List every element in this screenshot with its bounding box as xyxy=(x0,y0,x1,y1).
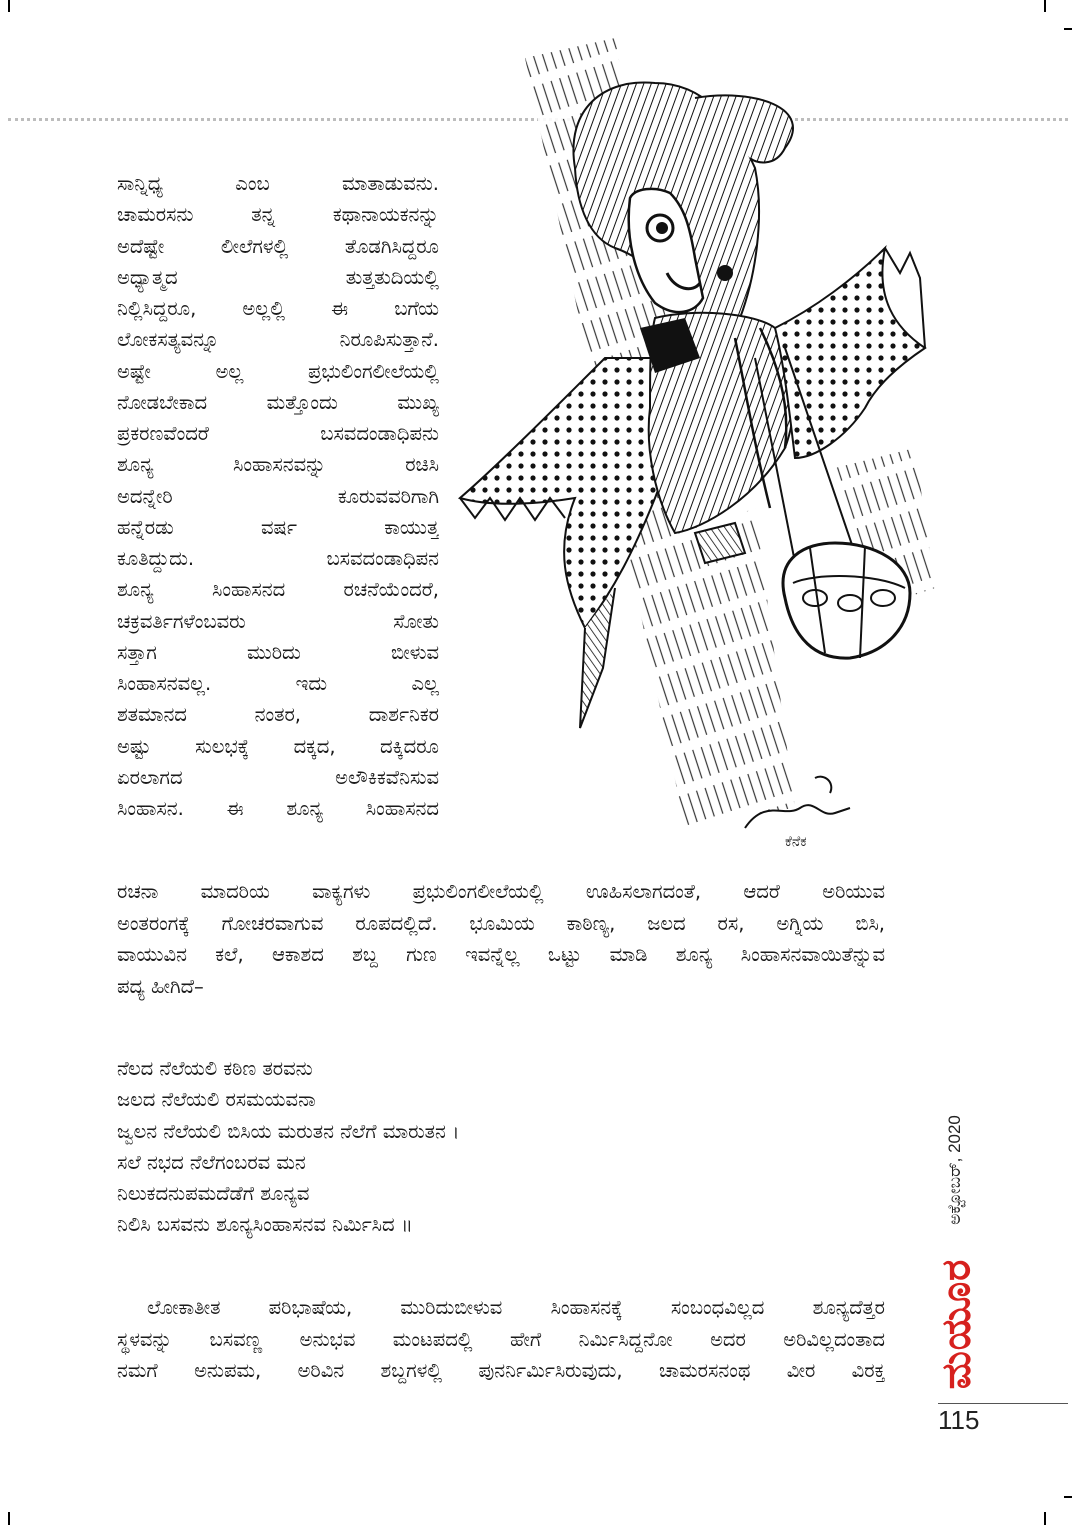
figure-illustration xyxy=(455,28,955,853)
crop-mark-bottom-right xyxy=(1044,1512,1046,1525)
column-paragraph xyxy=(117,168,439,824)
crop-mark-top-left xyxy=(8,0,10,12)
verse-line: ನಿಲಿಸಿ ಬಸವನು ಶೂನ್ಯಸಿಂಹಾಸನವ ನಿರ್ಮಿಸಿದ ॥ xyxy=(117,1213,413,1237)
full-text-line: ಪದ್ಯ ಹೀಗಿದೆ– xyxy=(117,974,204,998)
column-text-line: ಸಿಂಹಾಸನವಲ್ಲ. ಇದು ಎಲ್ಲ xyxy=(117,672,439,695)
issue-date xyxy=(935,1080,975,1260)
verse-line: ನೆಲದ ನೆಲೆಯಲಿ ಕಠಿಣ ತರವನು xyxy=(117,1057,313,1080)
column-text-line: ಅದನ್ನೇರಿ ಕೂರುವವರಿಗಾಗಿ xyxy=(117,484,439,508)
column-text-line: ಲೋಕಸತ್ಯವನ್ನೂ ನಿರೂಪಿಸುತ್ತಾನೆ. xyxy=(117,328,439,352)
column-text-line: ಚಾಮರಸನು ತನ್ನ ಕಥಾನಾಯಕನನ್ನು xyxy=(117,203,439,227)
second-paragraph-line: ಲೋಕಾತೀತ ಪರಿಭಾಷೆಯ, ಮುರಿದುಬೀಳುವ ಸಿಂಹಾಸನಕ್ಕೆ ಸಂಬಂಧವಿಲ್ಲದ ಶೂನ್ಯದೆತ್ತರ xyxy=(147,1296,885,1319)
column-text-line: ನಿಲ್ಲಿಸಿದ್ದರೂ, ಅಲ್ಲಲ್ಲಿ ಈ ಬಗೆಯ xyxy=(117,297,439,320)
column-text-line: ಅಧ್ಯಾತ್ಮದ ತುತ್ತತುದಿಯಲ್ಲಿ xyxy=(117,265,439,289)
issue-date-text: ಅಕ್ಟೋಬರ್, 2020 xyxy=(945,1115,964,1225)
full-text-line: ಅಂತರಂಗಕ್ಕೆ ಗೋಚರವಾಗುವ ರೂಪದಲ್ಲಿದೆ. ಭೂಮಿಯ ಕಾಠಿಣ್ಯ, ಜಲದ ರಸ, ಅಗ್ನಿಯ ಬಿಸಿ, xyxy=(117,911,885,935)
full-text-line: ರಚನಾ ಮಾದರಿಯ ವಾಕ್ಯಗಳು ಪ್ರಭುಲಿಂಗಲೀಲೆಯಲ್ಲಿ ಊಹಿಸಲಾಗದಂತೆ, ಆದರೆ ಅರಿಯುವ xyxy=(117,880,885,903)
column-text-line: ಪ್ರಕರಣವೆಂದರೆ ಬಸವದಂಡಾಧಿಪನು xyxy=(117,422,439,445)
second-paragraph-line: ಸ್ಥಳವನ್ನು ಬಸವಣ್ಣ ಅನುಭವ ಮಂಟಪದಲ್ಲಿ ಹೇಗೆ ನಿರ್ಮಿಸಿದ್ದನೋ ಅದರ ಅರಿವಿಲ್ಲದಂತಾದ xyxy=(117,1327,885,1351)
crop-mark-right-bottom xyxy=(1064,1496,1072,1498)
page-number: 115 xyxy=(938,1405,980,1435)
page-number-rule xyxy=(938,1403,1068,1404)
column-text-line: ಹನ್ನೆರಡು ವರ್ಷ ಕಾಯುತ್ತ xyxy=(117,515,439,539)
crop-mark-top-right xyxy=(1044,0,1046,12)
column-text-line: ಅಷ್ಟು ಸುಲಭಕ್ಕೆ ದಕ್ಕದ, ದಕ್ಕಿದರೂ xyxy=(117,734,439,758)
column-text-line: ಶತಮಾನದ ನಂತರ, ದಾರ್ಶನಿಕರ xyxy=(117,703,439,727)
second-paragraph xyxy=(117,1292,885,1387)
column-text-line: ಸಿಂಹಾಸನ. ಈ ಶೂನ್ಯ ಸಿಂಹಾಸನದ xyxy=(117,797,439,820)
crop-mark-bottom-left xyxy=(8,1512,10,1525)
column-text-line: ಚಕ್ರವರ್ತಿಗಳೆಂಬವರು ಸೋತು xyxy=(117,609,439,633)
verse-line: ನಿಲುಕದನುಪಮದೆಡೆಗೆ ಶೂನ್ಯವ xyxy=(117,1182,310,1206)
illustration-signature: ಕೆನೆಕ xyxy=(785,834,807,850)
column-text-line: ಅದೆಷ್ಟೇ ಲೀಲೆಗಳಲ್ಲಿ ತೊಡಗಿಸಿದ್ದರೂ xyxy=(117,234,439,258)
magazine-logo-text: ಮಯೂರ xyxy=(933,1258,979,1390)
column-text-line: ಏರಲಾಗದ ಅಲೌಕಿಕವೆನಿಸುವ xyxy=(117,765,439,789)
verse-line: ಜಲದ ನೆಲೆಯಲಿ ರಸಮಯವನಾ xyxy=(117,1088,316,1112)
second-paragraph-line: ನಮಗೆ ಅನುಪಮ, ಅರಿವಿನ ಶಬ್ದಗಳಲ್ಲಿ ಪುನರ್ನಿರ್ಮಿಸಿರುವುದು, ಚಾಮರಸನಂಥ ವೀರ ವಿರಕ್ತ xyxy=(117,1359,885,1382)
verse-line: ಸಲೆ ನಭದ ನೆಲೆಗಂಬರವ ಮನ xyxy=(117,1150,306,1174)
column-text-line: ಶೂನ್ಯ ಸಿಂಹಾಸನವನ್ನು ರಚಿಸಿ xyxy=(117,453,439,477)
verse-block xyxy=(117,1053,817,1241)
full-text-line: ವಾಯುವಿನ ಕಲೆ, ಆಕಾಶದ ಶಬ್ದ ಗುಣ ಇವನ್ನೆಲ್ಲ ಒಟ್ಟು ಮಾಡಿ ಶೂನ್ಯ ಸಿಂಹಾಸನವಾಯಿತೆನ್ನುವ xyxy=(117,943,885,966)
column-text-line: ಸಾನ್ನಿಧ್ಯ ಎಂಬ ಮಾತಾಡುವನು. xyxy=(117,172,439,195)
column-text-line: ಅಷ್ಟೇ ಅಲ್ಲ ಪ್ರಭುಲಿಂಗಲೀಲೆಯಲ್ಲಿ xyxy=(117,359,439,383)
full-width-paragraph xyxy=(117,876,885,1002)
column-text-line: ನೋಡಬೇಕಾದ ಮತ್ತೊಂದು ಮುಖ್ಯ xyxy=(117,390,439,414)
column-text-line: ಸತ್ತಾಗ ಮುರಿದು ಬೀಳುವ xyxy=(117,640,439,664)
column-text-line: ಶೂನ್ಯ ಸಿಂಹಾಸನದ ರಚನೆಯೆಂದರೆ, xyxy=(117,578,439,602)
crop-mark-right-top xyxy=(1064,28,1072,30)
column-text-line: ಕೂತಿದ್ದುದು. ಬಸವದಂಡಾಧಿಪನ xyxy=(117,547,439,570)
magazine-logo xyxy=(928,1248,984,1400)
verse-line: ಜ್ವಲನ ನೆಲೆಯಲಿ ಬಿಸಿಯ ಮರುತನ ನೆಲೆಗೆ ಮಾರುತನ । xyxy=(117,1119,460,1143)
